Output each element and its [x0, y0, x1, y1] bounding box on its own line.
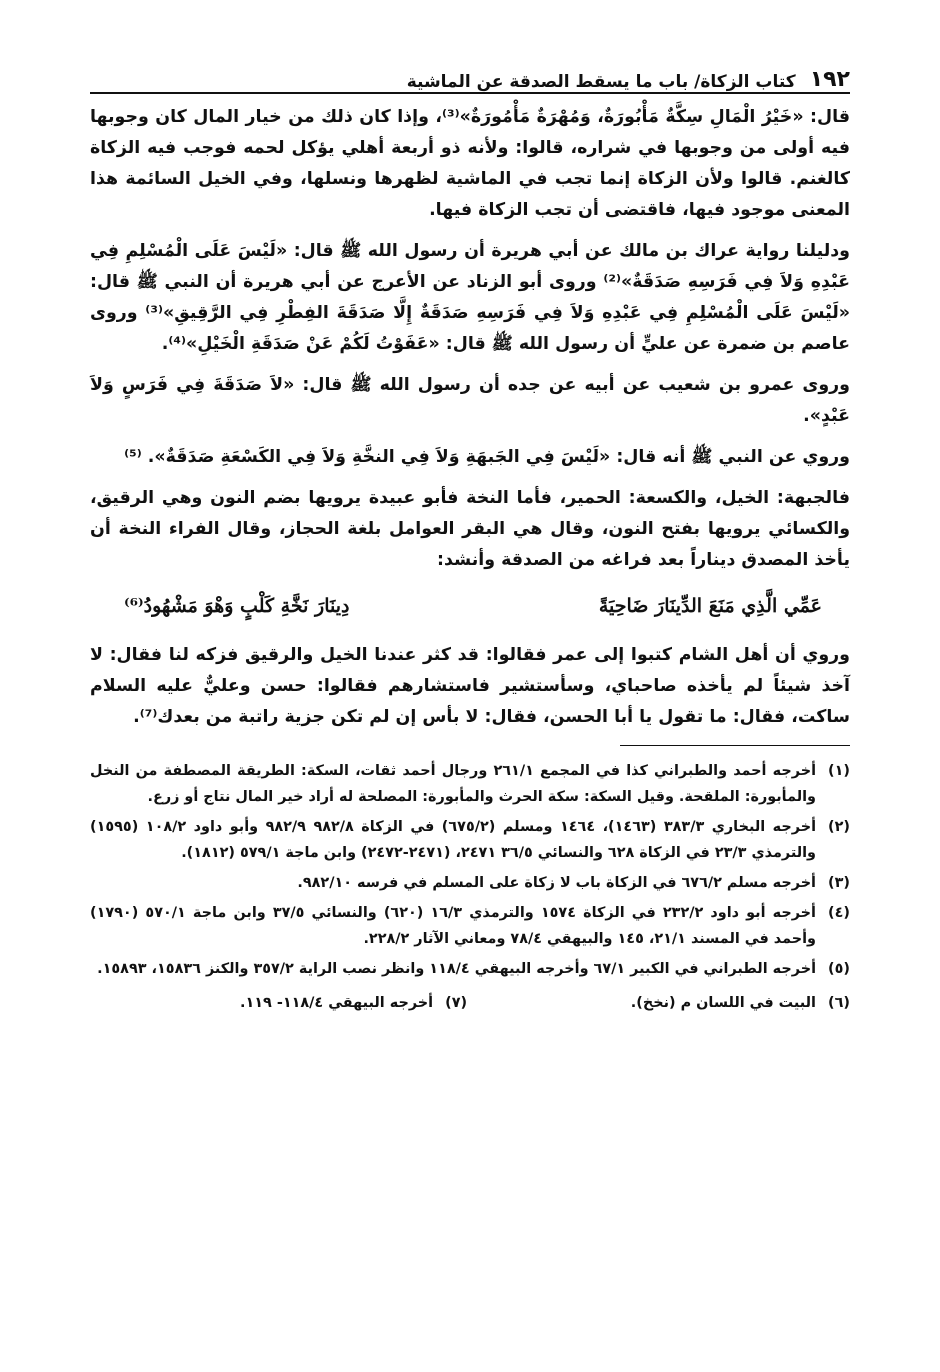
paragraph: فالجبهة: الخيل، والكسعة: الحمير، فأما النخة فأبو عبيدة يرويها بضم النون وهي الرقيق، والكسائي يرويها بفتح النون، وقال هي البقر العوامل بلغة الحجاز، وقال الفراء النخة أن يأخذ المصدق ديناراً بعد فراغه من الصدقة وأنشد: — [90, 488, 850, 570]
footnote-number: (٦) — [828, 995, 850, 1011]
poetry-verse — [124, 586, 822, 626]
footnote — [90, 758, 850, 810]
paragraph: ودليلنا رواية عراك بن مالك عن أبي هريرة أن رسول الله ﷺ قال: «لَيْسَ عَلَى الْمُسْلِمِ فِي عَبْدِهِ وَلاَ فِي فَرَسِهِ صَدَقَةٌ»⁽²⁾ وروى أبو الزناد عن الأعرج عن أبي هريرة أن النبي ﷺ قال: «لَيْسَ عَلَى الْمُسْلِمِ فِي عَبْدِهِ وَلاَ فِي فَرَسِهِ صَدَقَةٌ إِلَّا صَدَقَةَ الفِطْرِ فِي الرَّقِيقِ»⁽³⁾ وروى عاصم بن ضمرة عن عليٍّ أن رسول الله ﷺ قال: «عَفَوْتُ لَكُمْ عَنْ صَدَقَةِ الْخَيْلِ»⁽⁴⁾. — [90, 241, 850, 354]
footnote-text: أخرجه البيهقي ١١٨/٤- ١١٩. — [240, 995, 434, 1011]
footnote-text: البيت في اللسان م (نخخ). — [630, 995, 816, 1011]
paragraph: وروي عن النبي ﷺ أنه قال: «لَيْسَ فِي الجَبهَةِ وَلاَ فِي النخَّةِ وَلاَ فِي الكَسْعَةِ صَدَقَةٌ». ⁽⁵⁾ — [124, 447, 850, 467]
footnote — [90, 900, 850, 952]
book-page — [90, 52, 850, 1352]
footnote-number: (٤) — [828, 905, 850, 921]
footnote-text: أخرجه البخاري ٣٨٣/٣ (١٤٦٣)، ١٤٦٤ ومسلم (٦٧٥/٢) في الزكاة ٩٨٢/٨ ٩٨٢/٩ وأبو داود ١٠٨/٢ (١٥٩٥) والترمذي ٢٣/٣ في الزكاة ٦٢٨ والنسائي ٣٦/٥ ٢٤٧١، (٢٤٧١-٢٤٧٢) وابن ماجة ٥٧٩/١ (١٨١٢). — [90, 819, 817, 861]
main-text — [90, 94, 850, 733]
footnote-number: (١) — [828, 763, 850, 779]
footnotes — [90, 758, 850, 1016]
paragraph: قال: «خَيْرُ الْمَالِ سِكَّةٌ مَأْبُورَةٌ، وَمُهْرَةٌ مَأْمُورَةٌ»⁽³⁾، وإذا كان ذلك من خيار المال كان وجوبها فيه أولى من وجوبها في شراره، قالوا: ولأنه ذو أربعة أهلي يؤكل لحمه فوجب فيه الزكاة كالغنم. قالوا ولأن الزكاة إنما تجب في الماشية لظهرها ونسلها، وفي الخيل السائمة هذا المعنى موجود فيها، فاقتضى أن تجب الزكاة فيها. — [90, 107, 851, 220]
footnote-number: (٥) — [828, 961, 850, 977]
footnote-text: أخرجه مسلم ٦٧٦/٢ في الزكاة باب لا زكاة على المسلم في فرسه ٩٨٢/١٠. — [297, 875, 816, 891]
running-title: كتاب الزكاة/ باب ما يسقط الصدقة عن الماشية — [406, 72, 796, 92]
footnote-text: أخرجه أبو داود ٢٣٢/٢ في الزكاة ١٥٧٤ والترمذي ١٦/٣ (٦٢٠) والنسائي ٣٧/٥ وابن ماجة ٥٧٠/١ (١٧٩٠) وأحمد في المسند ٢١/١، ١٤٥ والبيهقي ٧٨/٤ ومعاني الآثار ٢٢٨/٢. — [90, 905, 816, 947]
footnote-divider — [620, 745, 850, 746]
footnote-text: أخرجه الطبراني في الكبير ٦٧/١ وأخرجه البيهقي ١١٨/٤ وانظر نصب الراية ٣٥٧/٢ والكنز ١٥٨٣٦، ١٥٨٩٣. — [97, 961, 816, 977]
verse-second-hemistich: دِينَارَ نَخَّةِ كَلْبٍ وَهْوَ مَشْهُودُ⁽⁶⁾ — [124, 595, 350, 617]
footnote — [240, 990, 467, 1016]
footnote-last-row — [90, 990, 850, 1016]
footnote-text: أخرجه أحمد والطبراني كذا في المجمع ٢٦١/١ ورجال أحمد ثقات، السكة: الطريقة المصطفة من النخل والمأبورة: الملقحة. وقيل السكة: سكة الحرث والمأبورة: المصلحة له أراد خير المال نتاج أو زرع. — [90, 763, 816, 805]
footnote — [90, 956, 850, 982]
footnote — [90, 814, 850, 866]
page-number: ١٩٢ — [809, 67, 850, 92]
footnote-number: (٧) — [445, 995, 468, 1011]
paragraph: وروي أن أهل الشام كتبوا إلى عمر فقالوا: قد كثر عندنا الخيل والرقيق فزكه لنا فقال: لا آخذ شيئاً لم يأخذه صاحباي، وسأستشير فاستشارهم فقالوا: حسن وعليٌّ عليه السلام ساكت، فقال: ما تقول يا أبا الحسن، فقال: لا بأس إن لم تكن جزية راتبة من بعدك⁽⁷⁾. — [90, 645, 850, 727]
footnote-number: (٣) — [828, 875, 850, 891]
verse-first-hemistich: عَمِّي الَّذِي مَنَعَ الدِّينَارَ ضَاحِيَةً — [598, 595, 822, 617]
page-header — [90, 52, 850, 94]
footnote — [631, 990, 850, 1016]
footnote — [90, 870, 850, 896]
footnote-number: (٢) — [828, 819, 850, 835]
paragraph: وروى عمرو بن شعيب عن أبيه عن جده أن رسول الله ﷺ قال: «لاَ صَدَقَةَ فِي فَرَسٍ وَلاَ عَبْدٍ». — [90, 375, 850, 426]
